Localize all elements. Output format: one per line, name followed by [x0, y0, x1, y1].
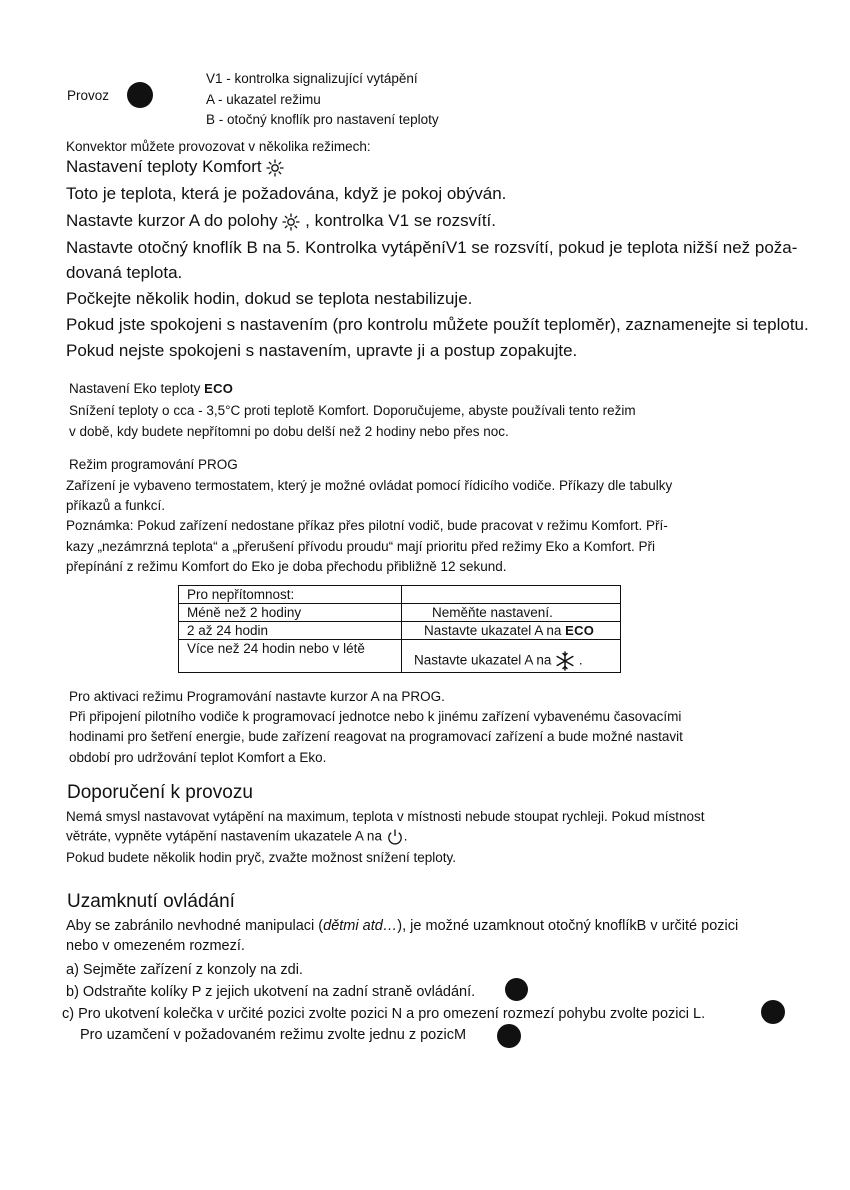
provoz-figure-marker [127, 82, 153, 108]
uzamknuti-line-1-pre: Aby se zabránilo nevhodné manipulaci ( [66, 918, 324, 934]
komfort-line-2-post: , kontrolka V1 se rozsvítí. [305, 211, 497, 230]
table-row [179, 604, 621, 622]
sun-icon [266, 159, 284, 177]
komfort-line-1: Toto je teplota, která je požadována, když je pokoj obýván. [66, 184, 507, 203]
uzamknuti-step-a: a) Sejměte zařízení z konzoly na zdi. [66, 962, 303, 978]
prog-line-5: přepínání z režimu Komfort do Eko je doba přechodu přibližně 12 sekund. [66, 559, 507, 574]
uzamknuti-line-1-post: ), je možné uzamknout otočný knoflíkB v určité pozici [397, 918, 739, 934]
komfort-line-5: Počkejte několik hodin, dokud se teplota nestabilizuje. [66, 289, 473, 308]
table-cell: Pro nepřítomnost: [179, 586, 402, 604]
table-cell-text: Nastavte ukazatel A na [414, 652, 552, 668]
figure-marker [497, 1024, 521, 1048]
komfort-line-2-pre: Nastavte kurzor A do polohy [66, 211, 278, 230]
table-cell-suffix: . [578, 652, 583, 668]
power-icon [386, 828, 404, 846]
doporuceni-line-1: Nemá smysl nastavovat vytápění na maximum, teplota v místnosti nebude stoupat rychleji. Pokud místnost [66, 809, 705, 824]
komfort-line-4: dovaná teplota. [66, 263, 183, 282]
komfort-line-6: Pokud jste spokojeni s nastavením (pro kontrolu můžete použít teploměr), zaznamenejte si teplotu. [66, 315, 809, 334]
sun-icon [282, 213, 300, 231]
uzamknuti-step-c2: Pro uzamčení v požadovaném režimu zvolte jednu z pozicM [80, 1027, 467, 1043]
table-row [179, 622, 621, 640]
komfort-line-3: Nastavte otočný knoflík B na 5. Kontrolka vytápěníV1 se rozsvítí, pokud je teplota nižší než poža- [66, 238, 798, 257]
table-cell: Více než 24 hodin nebo v létě [179, 640, 402, 673]
prog-line-2: příkazů a funkcí. [66, 498, 166, 513]
uzamknuti-heading: Uzamknutí ovládání [67, 891, 235, 912]
prog2-line-2: Při připojení pilotního vodiče k programovací jednotce nebo k jinému zařízení vybavenému časovacími [69, 709, 682, 724]
table-cell: Méně než 2 hodiny [179, 604, 402, 622]
table-row [179, 586, 621, 604]
doporuceni-line-2-end: . [403, 828, 408, 844]
prog2-line-3: hodinami pro šetření energie, bude zařízení reagovat na programovací zařízení a bude možné nastavit [69, 729, 683, 744]
snowflake-icon [555, 651, 575, 671]
figure-marker [505, 978, 528, 1001]
eco-mark: ECO [565, 623, 595, 638]
eko-heading-text: Nastavení Eko teploty [69, 381, 201, 396]
doporuceni-line-3: Pokud budete několik hodin pryč, zvažte možnost snížení teploty. [66, 850, 456, 865]
uzamknuti-line-1 [66, 918, 738, 934]
komfort-line-7: Pokud nejste spokojeni s nastavením, upravte ji a postup zopakujte. [66, 341, 578, 360]
eko-line-2: v době, kdy budete nepřítomni po dobu delší než 2 hodiny nebo přes noc. [69, 424, 509, 439]
prog2-line-4: období pro udržování teplot Komfort a Eko. [69, 750, 327, 765]
prog-line-1: Zařízení je vybaveno termostatem, který je možné ovládat pomocí řídicího vodiče. Příkazy dle tabulky [66, 478, 673, 493]
table-cell [402, 586, 621, 604]
provoz-item-a: A - ukazatel režimu [206, 92, 321, 107]
table-cell-text: Nastavte ukazatel A na [424, 623, 562, 638]
provoz-item-v1: V1 - kontrolka signalizující vytápění [206, 71, 418, 86]
uzamknuti-step-c: c) Pro ukotvení kolečka v určité pozici zvolte pozici N a pro omezení rozmezí pohybu zvolte pozici L. [62, 1006, 706, 1022]
doporuceni-line-2 [66, 828, 407, 846]
prog-heading: Režim programování PROG [69, 457, 238, 472]
prog-line-3: Poznámka: Pokud zařízení nedostane příkaz přes pilotní vodič, bude pracovat v režimu Komfort. Pří- [66, 518, 668, 533]
uzamknuti-line-2: nebo v omezeném rozmezí. [66, 938, 245, 954]
provoz-item-b: B - otočný knoflík pro nastavení teploty [206, 112, 439, 127]
doporuceni-line-2-text: větráte, vypněte vytápění nastavením ukazatele A na [66, 828, 382, 844]
komfort-heading-text: Nastavení teploty Komfort [66, 157, 262, 176]
table-row [179, 640, 621, 673]
prog2-line-1: Pro aktivaci režimu Programování nastavte kurzor A na PROG. [69, 689, 445, 704]
eko-line-1: Snížení teploty o cca - 3,5°C proti teplotě Komfort. Doporučujeme, abyste používali tento režim [69, 403, 636, 418]
table-cell [402, 640, 621, 673]
intro-text: Konvektor můžete provozovat v několika režimech: [66, 139, 371, 154]
figure-marker [761, 1000, 785, 1024]
prog-line-4: kazy „nezámrzná teplota“ a „přerušení přívodu proudu“ mají prioritu před režimy Eko a Komfort. Při [66, 539, 655, 554]
uzamknuti-line-1-ital: dětmi atd… [323, 918, 398, 934]
table-cell [402, 622, 621, 640]
komfort-heading [66, 157, 284, 177]
provoz-label: Provoz [67, 88, 110, 103]
komfort-line-2 [66, 211, 496, 231]
eko-heading [69, 381, 233, 396]
table-cell: 2 až 24 hodin [179, 622, 402, 640]
absence-table [178, 585, 621, 673]
uzamknuti-step-b: b) Odstraňte kolíky P z jejich ukotvení na zadní straně ovládání. [66, 984, 476, 1000]
doporuceni-heading: Doporučení k provozu [67, 782, 253, 803]
table-cell: Neměňte nastavení. [402, 604, 621, 622]
eco-mark: ECO [204, 381, 234, 396]
